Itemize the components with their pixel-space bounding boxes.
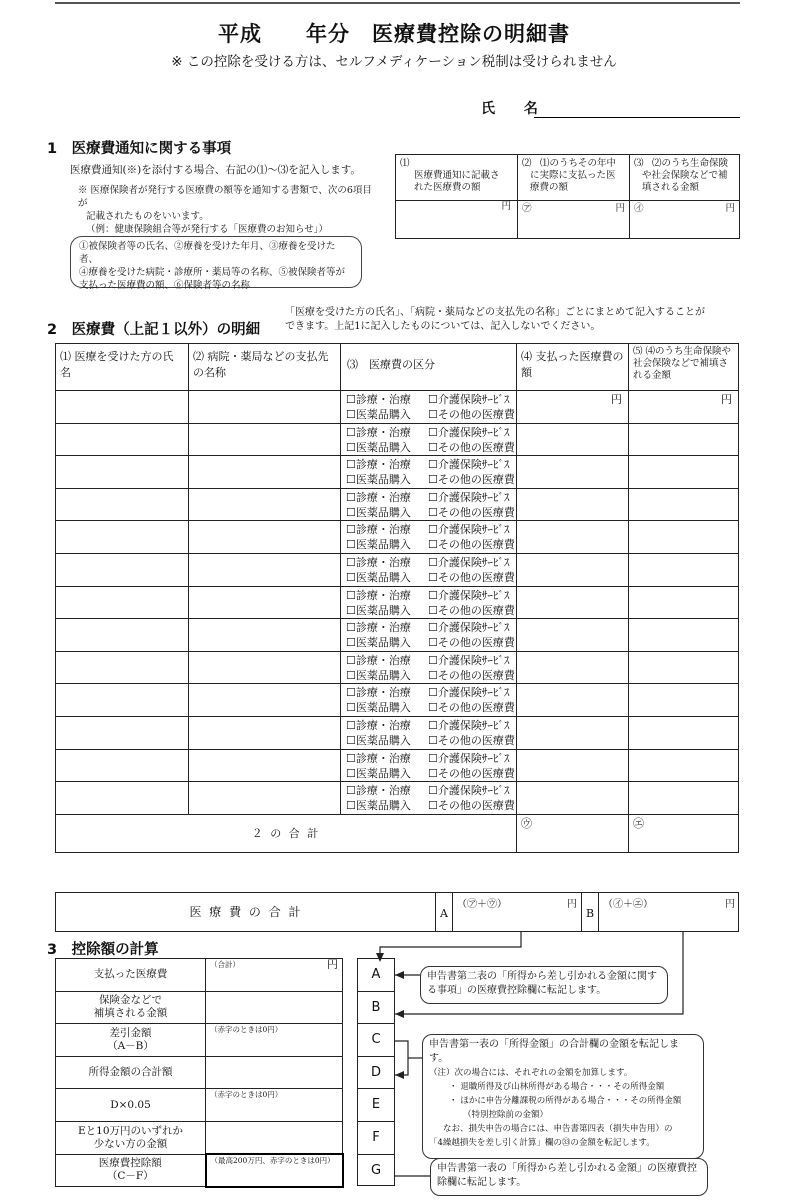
s3-letter: D <box>357 1056 395 1089</box>
section1-items-line: ①被保険者等の氏名、②療養を受けた年月、③療養を受けた者、 <box>79 241 336 265</box>
arrow-d <box>395 1071 404 1079</box>
s2-total-label: ２ の 合 計 <box>56 814 517 852</box>
checkbox-other[interactable]: ☐その他の医療費 <box>428 570 515 584</box>
checkbox-medicine[interactable]: ☐医薬品購入 <box>346 766 411 780</box>
checkbox-medicine[interactable]: ☐医薬品購入 <box>346 473 411 487</box>
formula-label: （㋐＋㋒） <box>457 899 507 910</box>
note-ab <box>420 966 668 1004</box>
checkbox-medicine[interactable]: ☐医薬品購入 <box>346 570 411 584</box>
checkbox-treatment[interactable]: ☐診療・治療 <box>346 751 411 765</box>
col-label: 医療費の区分 <box>369 358 435 371</box>
mark-label: ㋓ <box>633 816 644 830</box>
s3-letter: A <box>357 958 395 991</box>
col-label: ⑷のうち生命保険や社会保険などで補填される金額 <box>633 346 732 381</box>
note-line: なお、損失申告の場合には、申告書第四表（損失申告用）の <box>443 1124 673 1134</box>
checkbox-other[interactable]: ☐その他の医療費 <box>428 603 515 617</box>
checkbox-medicine[interactable]: ☐医薬品購入 <box>346 408 411 421</box>
checkbox-other[interactable]: ☐その他の医療費 <box>428 701 515 715</box>
section1-items-line: 支払った医療費の額、⑥保険者等の名称 <box>79 280 251 291</box>
checkbox-medicine[interactable]: ☐医薬品購入 <box>346 799 411 813</box>
checkbox-care-service[interactable]: ☐介護保険ｻｰﾋﾞｽ <box>428 425 510 439</box>
checkbox-treatment[interactable]: ☐診療・治療 <box>346 588 411 602</box>
checkbox-medicine[interactable]: ☐医薬品購入 <box>346 668 411 682</box>
s3-label-line: 保険金などで <box>99 994 162 1007</box>
col-label: ⑴のうちその年中に実際に支払った医療費の額 <box>530 158 617 193</box>
yen-unit: 円 <box>611 393 622 406</box>
checkbox-medicine[interactable]: ☐医薬品購入 <box>346 701 411 715</box>
arrow-a2 <box>395 971 404 979</box>
s3-label-line: 差引金額 <box>109 1026 152 1039</box>
col-label: 医療費通知に記載された医療費の額 <box>414 170 500 193</box>
checkbox-other[interactable]: ☐その他の医療費 <box>428 440 515 454</box>
checkbox-care-service[interactable]: ☐介護保険ｻｰﾋﾞｽ <box>428 653 510 667</box>
checkbox-other[interactable]: ☐その他の医療費 <box>428 408 515 421</box>
checkbox-other[interactable]: ☐その他の医療費 <box>428 668 515 682</box>
note-g <box>430 1158 708 1196</box>
total-b-letter: B <box>581 893 599 931</box>
checkbox-medicine[interactable]: ☐医薬品購入 <box>346 505 411 519</box>
formula-label: （㋑＋㋓） <box>603 899 653 910</box>
s3-label-line: 補填される金額 <box>93 1007 168 1020</box>
note-line: 申告書第二表の「所得から差し引かれる金額に関す <box>427 971 657 982</box>
section2-instruction-line: 「医療を受けた方の氏名」、「病院・薬局などの支払先の名称」ごとにまとめて記入することが <box>285 307 705 318</box>
section1-heading: 1 医療費通知に関する事項 <box>47 141 232 157</box>
checkbox-other[interactable]: ☐その他の医療費 <box>428 733 515 747</box>
checkbox-treatment[interactable]: ☐診療・治療 <box>346 425 411 439</box>
checkbox-care-service[interactable]: ☐介護保険ｻｰﾋﾞｽ <box>428 751 510 765</box>
section1-instruction: 医療費通知(※)を添付する場合、右記の⑴～⑶を記入します。 <box>70 164 361 176</box>
checkbox-treatment[interactable]: ☐診療・治療 <box>346 621 411 635</box>
medical-total-label: 医 療 費 の 合 計 <box>189 905 303 919</box>
checkbox-medicine[interactable]: ☐医薬品購入 <box>346 733 411 747</box>
s3-label-line: 少ない方の金額 <box>93 1137 168 1150</box>
note-line: （注）次の場合には、それぞれの金額を加算します。 <box>429 1068 633 1078</box>
note-line: 申告書第一表の「所得金額」の合計欄の金額を転記します。 <box>429 1039 679 1064</box>
checkbox-other[interactable]: ☐その他の医療費 <box>428 766 515 780</box>
checkbox-treatment[interactable]: ☐診療・治療 <box>346 653 411 667</box>
checkbox-medicine[interactable]: ☐医薬品購入 <box>346 603 411 617</box>
s3-note: （赤字のときは0円） <box>210 1025 283 1035</box>
s3-label-line: D×0.05 <box>110 1098 151 1111</box>
s3-label-line: Eと10万円のいずれか <box>77 1124 184 1137</box>
col-number: ⑵ <box>522 158 532 169</box>
connector-a <box>380 932 521 958</box>
col-number: ⑶ <box>347 358 358 371</box>
col-number: ⑷ <box>521 350 532 363</box>
yen-unit: 円 <box>725 203 735 214</box>
checkbox-medicine[interactable]: ☐医薬品購入 <box>346 538 411 552</box>
section1-note-line: （例：健康保険組合等が発行する「医療費のお知らせ」） <box>86 224 328 235</box>
checkbox-other[interactable]: ☐その他の医療費 <box>428 505 515 519</box>
col-label: 医療を受けた方の氏名 <box>60 350 174 379</box>
mark-label: ㋑ <box>634 203 644 214</box>
connector-c-d <box>395 1041 408 1075</box>
arrow-b <box>395 1010 404 1018</box>
checkbox-other[interactable]: ☐その他の医療費 <box>428 538 515 552</box>
note-line: 除欄に転記します。 <box>437 1177 527 1188</box>
yen-unit: 円 <box>567 899 577 910</box>
note-line: ・ 退職所得及び山林所得がある場合・・・その所得金額 <box>449 1082 665 1092</box>
checkbox-care-service[interactable]: ☐介護保険ｻｰﾋﾞｽ <box>428 621 510 635</box>
note-line: 「4繰越損失を差し引く計算」欄の㉝の金額を転記します。 <box>429 1138 655 1148</box>
yen-unit: 円 <box>327 958 338 971</box>
checkbox-care-service[interactable]: ☐介護保険ｻｰﾋﾞｽ <box>428 393 510 406</box>
s3-letter: B <box>357 991 395 1024</box>
checkbox-treatment[interactable]: ☐診療・治療 <box>346 393 411 406</box>
checkbox-treatment[interactable]: ☐診療・治療 <box>346 555 411 569</box>
note-c <box>422 1034 704 1159</box>
checkbox-care-service[interactable]: ☐介護保険ｻｰﾋﾞｽ <box>428 523 510 537</box>
checkbox-treatment[interactable]: ☐診療・治療 <box>346 458 411 472</box>
name-label: 氏 名 <box>481 101 550 117</box>
section1-note-line: ※ 医療保険者が発行する医療費の額等を通知する書類で、次の6項目が <box>78 185 372 209</box>
checkbox-other[interactable]: ☐その他の医療費 <box>428 636 515 650</box>
s3-note: （合計） <box>210 960 240 969</box>
checkbox-care-service[interactable]: ☐介護保険ｻｰﾋﾞｽ <box>428 686 510 700</box>
checkbox-care-service[interactable]: ☐介護保険ｻｰﾋﾞｽ <box>428 490 510 504</box>
note-line: ・ ほかに申告分離課税の所得がある場合・・・その所得金額 <box>449 1096 682 1106</box>
yen-unit: 円 <box>501 201 511 212</box>
page-title: 平成 年分 医療費控除の明細書 <box>218 21 570 46</box>
checkbox-care-service[interactable]: ☐介護保険ｻｰﾋﾞｽ <box>428 555 510 569</box>
total-a-letter: A <box>435 893 453 931</box>
note-line: 申告書第一表の「所得から差し引かれる金額」の医療費控 <box>437 1163 697 1174</box>
col-number: ⑴ <box>60 350 71 363</box>
mark-label: ㋐ <box>522 203 532 214</box>
s3-label-line: 所得金額の合計額 <box>88 1066 173 1079</box>
yen-unit: 円 <box>725 899 735 910</box>
checkbox-medicine[interactable]: ☐医薬品購入 <box>346 636 411 650</box>
s3-letter: F <box>357 1121 395 1154</box>
section2-instruction-line: できます。上記1に記入したものについては、記入しないでください。 <box>285 321 601 332</box>
checkbox-care-service[interactable]: ☐介護保険ｻｰﾋﾞｽ <box>428 784 510 798</box>
s3-label-line: 医療費控除額 <box>98 1157 162 1170</box>
s3-letter: C <box>357 1023 395 1056</box>
checkbox-treatment[interactable]: ☐診療・治療 <box>346 686 411 700</box>
s3-note: （最高200万円、赤字のときは0円） <box>210 1156 335 1166</box>
col-number: ⑵ <box>193 350 204 363</box>
s3-label-line: 支払った医療費 <box>93 968 168 981</box>
checkbox-treatment[interactable]: ☐診療・治療 <box>346 523 411 537</box>
s3-note: （赤字のときは0円） <box>210 1090 283 1100</box>
arrow-a <box>376 953 384 962</box>
note-line: る事項」の医療費控除欄に転記します。 <box>427 985 607 996</box>
yen-unit: 円 <box>615 203 625 214</box>
s3-letter: E <box>357 1088 395 1121</box>
checkbox-medicine[interactable]: ☐医薬品購入 <box>346 440 411 454</box>
col-number: ⑸ <box>633 346 643 357</box>
checkbox-other[interactable]: ☐その他の医療費 <box>428 799 515 813</box>
mark-label: ㋒ <box>521 816 532 830</box>
yen-unit: 円 <box>721 393 732 406</box>
checkbox-treatment[interactable]: ☐診療・治療 <box>346 490 411 504</box>
section2-heading: 2 医療費（上記１以外）の明細 <box>47 322 261 338</box>
note-line: （特別控除前の金額） <box>463 1110 549 1120</box>
s3-label-line: （A－B） <box>107 1039 154 1052</box>
section3-heading: 3 控除額の計算 <box>47 942 159 958</box>
col-number: ⑴ <box>400 158 410 169</box>
col-label: ⑵のうち生命保険や社会保険などで補填される金額 <box>642 158 729 193</box>
checkbox-treatment[interactable]: ☐診療・治療 <box>346 784 411 798</box>
page-subtitle: ※ この控除を受ける方は、セルフメディケーション税制は受けられません <box>171 54 617 70</box>
checkbox-treatment[interactable]: ☐診療・治療 <box>346 718 411 732</box>
checkbox-other[interactable]: ☐その他の医療費 <box>428 473 515 487</box>
col-label: 病院・薬局などの支払先の名称 <box>193 350 329 379</box>
checkbox-care-service[interactable]: ☐介護保険ｻｰﾋﾞｽ <box>428 458 510 472</box>
col-label: 支払った医療費の額 <box>521 350 624 379</box>
checkbox-care-service[interactable]: ☐介護保険ｻｰﾋﾞｽ <box>428 588 510 602</box>
section1-items-line: ④療養を受けた病院・診療所・薬局等の名称、⑤被保険者等が <box>79 267 346 278</box>
checkbox-care-service[interactable]: ☐介護保険ｻｰﾋﾞｽ <box>428 718 510 732</box>
section1-note-line: 記載されたものをいいます。 <box>86 211 209 222</box>
s3-letter: G <box>357 1154 395 1187</box>
s3-label-line: （C－F） <box>106 1170 154 1183</box>
col-number: ⑶ <box>634 158 644 169</box>
